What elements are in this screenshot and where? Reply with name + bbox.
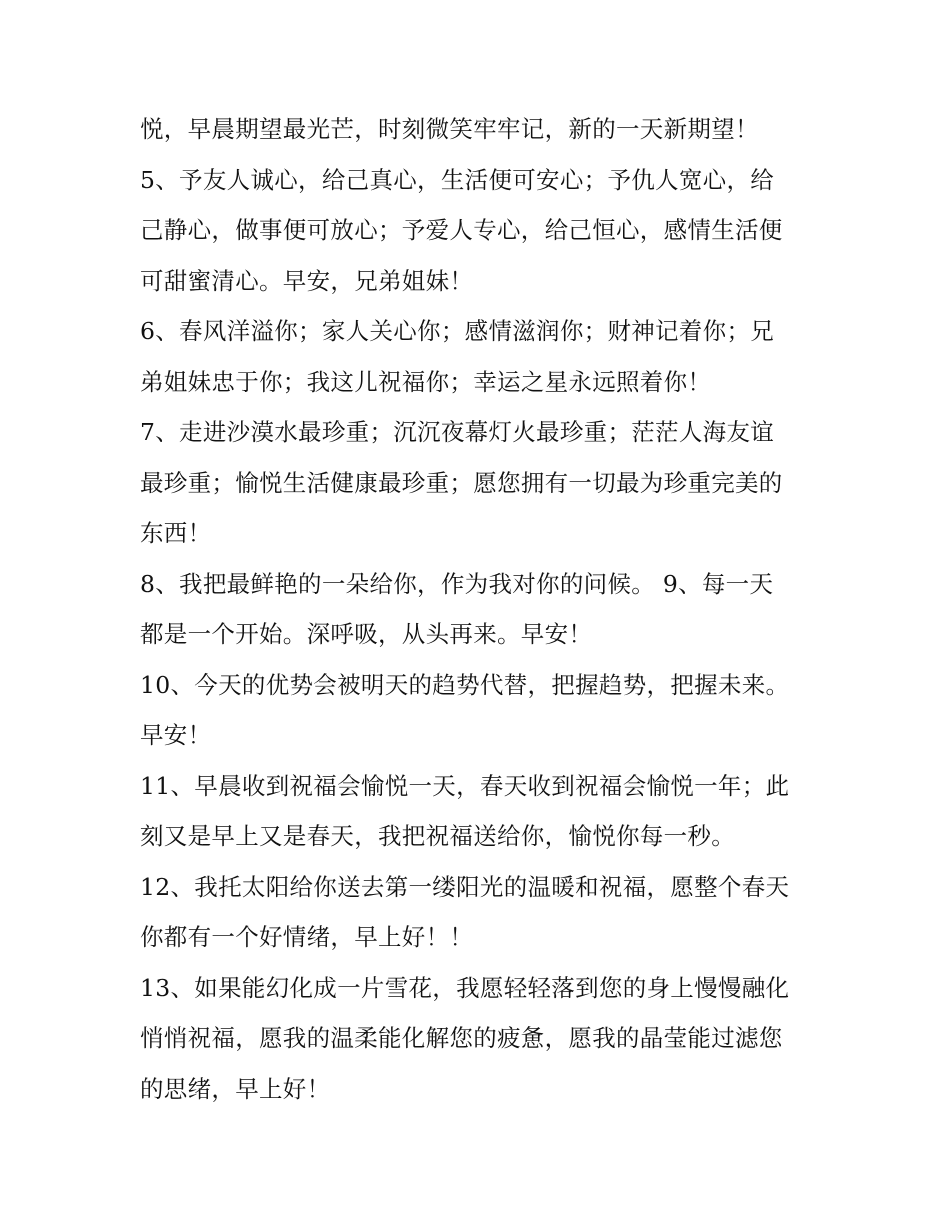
text-line: 你都有一个好情绪，早上好！！	[140, 923, 474, 951]
text-line: 弟姐妹忠于你；我这儿祝福你；幸运之星永远照着你！	[140, 367, 712, 396]
text-line: 都是一个开始。深呼吸，从头再来。早安！	[140, 620, 593, 648]
text-line: 早安！	[140, 721, 212, 749]
text-line: 8、我把最鲜艳的一朵给你，作为我对你的问候。 9、每一天	[140, 569, 774, 598]
text-line: 10、今天的优势会被明天的趋势代替，把握趋势，把握未来。	[140, 670, 790, 699]
text-line: 东西！	[140, 519, 212, 547]
text-line: 最珍重；愉悦生活健康最珍重；愿您拥有一切最为珍重完美的	[140, 468, 783, 497]
text-line: 13、如果能幻化成一片雪花，我愿轻轻落到您的身上慢慢融化	[140, 973, 790, 1002]
text-line: 12、我托太阳给你送去第一缕阳光的温暖和祝福，愿整个春天	[140, 872, 790, 901]
text-line: 的思绪，早上好！	[140, 1074, 331, 1103]
text-line: 5、予友人诚心，给己真心，生活便可安心；予仇人宽心，给	[140, 165, 775, 194]
text-line: 6、春风洋溢你；家人关心你；感情滋润你；财神记着你；兄	[140, 317, 775, 345]
text-line: 刻又是早上又是春天，我把祝福送给你，愉悦你每一秒。	[140, 822, 735, 850]
text-line: 7、走进沙漠水最珍重；沉沉夜幕灯火最珍重；茫茫人海友谊	[140, 418, 775, 446]
document-page	[140, 104, 820, 1114]
text-line: 悦，早晨期望最光芒，时刻微笑牢牢记，新的一天新期望！	[140, 115, 759, 143]
text-line: 悄悄祝福，愿我的温柔能化解您的疲惫，愿我的晶莹能过滤您	[140, 1024, 783, 1052]
text-line: 己静心，做事便可放心；予爱人专心，给己恒心，感情生活便	[140, 216, 783, 244]
text-line: 可甜蜜清心。早安，兄弟姐妹！	[140, 266, 474, 295]
text-line: 11、早晨收到祝福会愉悦一天，春天收到祝福会愉悦一年；此	[140, 771, 790, 800]
